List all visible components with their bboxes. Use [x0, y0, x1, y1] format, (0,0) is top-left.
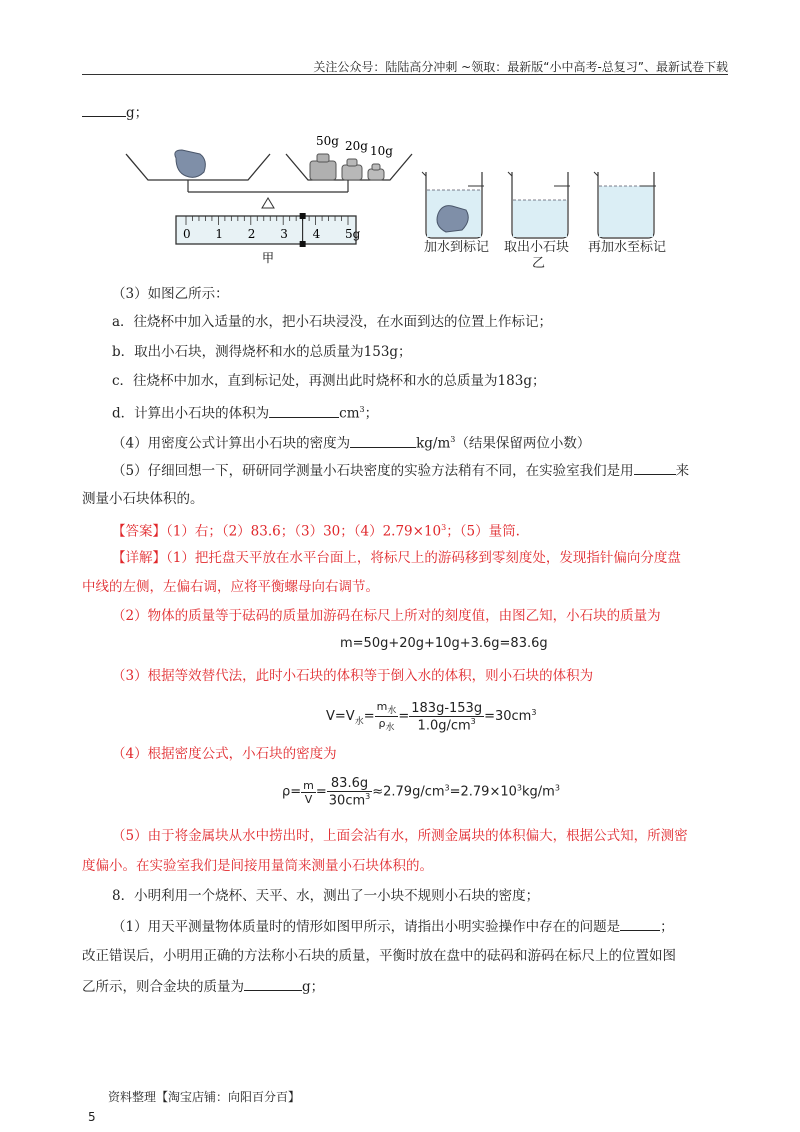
caption-yi: 乙	[532, 256, 546, 271]
q8-s1-line1: （1）用天平测量物体质量时的情形如图甲所示，请指出小明实验操作中存在的问题是 ；	[112, 916, 752, 937]
equation-volume: $V=V_水=$ $\frac{m_水}{\rho_水}$ = $\frac{183g-153g}{1.0g/cm^3}$ $=30cm^3$	[326, 700, 537, 734]
tick-label: 0	[183, 227, 191, 241]
explain-p5-line2: 度偏小。在实验室我们是间接用量筒来测量小石块体积的。	[82, 858, 433, 874]
tick-label: 1	[215, 227, 224, 241]
weight-10g-icon	[368, 164, 384, 180]
weight-label-20g: 20g	[345, 139, 368, 153]
q3-step-d: d．计算出小石块的体积为 $cm^3$；	[112, 400, 752, 424]
answer-blank	[269, 403, 339, 418]
explain-p5-line1: （5）由于将金属块从水中捞出时，上面会沾有水，所测金属块的体积偏大，根据公式知，所测密	[112, 828, 688, 844]
answer-label: 【答案】	[112, 523, 166, 540]
tick-label: 2	[247, 227, 256, 241]
prev-question-tail	[82, 102, 722, 123]
beaker-3	[594, 172, 656, 238]
q8-s1-line3: 乙所示，则合金块的质量为 g；	[82, 976, 722, 997]
equation-density: ρ= $\frac{m}{V}$ = $\frac{83.6g}{30cm^3}$ $\approx 2.79g/cm^3=2.79\times 10^3kg/m^3$	[282, 776, 560, 809]
q4-text: （4）用密度公式计算出小石块的密度为 $kg/m^3$（结果保留两位小数）	[112, 430, 752, 454]
weight-label-50g: 50g	[316, 134, 339, 148]
beaker-caption-3: 再加水至标记	[588, 240, 667, 255]
equation-mass: m=50g+20g+10g+3.6g=83.6g	[340, 636, 548, 651]
explain-label: 【详解】	[112, 550, 166, 566]
q5-line-1: （5）仔细回想一下，研研同学测量小石块密度的实验方法稍有不同，在实验室我们是用 来	[112, 460, 752, 481]
pivot-icon	[262, 198, 274, 208]
stone-icon	[175, 150, 205, 177]
beaker-2	[508, 172, 570, 238]
explain-p1-line1: 【详解】（1）把托盘天平放在水平台面上，将标尺上的游码移到零刻度处，发现指针偏向分度盘	[112, 550, 681, 566]
answer-line: 【答案】（1）右；（2）83.6；（3）30；$(4)2.79\times 10^3$；（5）量筒.	[112, 523, 520, 540]
stone-icon	[437, 206, 468, 232]
answer-blank	[244, 976, 302, 991]
explain-p2: （2）物体的质量等于砝码的质量加游码在标尺上所对的刻度值，由图乙知，小石块的质量为	[112, 608, 661, 624]
q3-intro: （3）如图乙所示：	[112, 286, 229, 302]
q3-step-c: c．往烧杯中加水，直到标记处，再测出此时烧杯和水的总质量为183g；	[112, 373, 546, 389]
answer-blank	[620, 916, 660, 931]
scale-ruler	[176, 216, 356, 244]
beaker-caption-1: 加水到标记	[424, 240, 490, 255]
answer-blank	[82, 102, 126, 117]
q8-title: 8．小明利用一个烧杯、天平、水，测出了一小块不规则小石块的密度；	[112, 888, 540, 904]
tick-label: 5g	[345, 227, 361, 241]
weight-label-10g: 10g	[370, 144, 393, 158]
answer-blank	[350, 433, 416, 448]
q3-step-a: a．往烧杯中加入适量的水，把小石块浸没，在水面到达的位置上作标记；	[112, 314, 553, 330]
q5-line-2: 测量小石块体积的。	[82, 491, 204, 507]
explain-p3: （3）根据等效替代法，此时小石块的体积等于倒入水的体积，则小石块的体积为	[112, 668, 594, 684]
weight-50g-icon	[310, 154, 336, 180]
q8-s1-line2: 改正错误后，小明用正确的方法称小石块的质量，平衡时放在盘中的砝码和游码在标尺上的位置如图	[82, 948, 676, 964]
q3-step-b: b．取出小石块，测得烧杯和水的总质量为153g；	[112, 344, 412, 360]
footer-text: 资料整理【淘宝店铺：向阳百分百】	[108, 1090, 301, 1104]
beaker-caption-2: 取出小石块	[504, 240, 570, 255]
unit-text: g；	[126, 105, 149, 121]
explain-p4: （4）根据密度公式，小石块的密度为	[112, 746, 337, 762]
caption-jia: 甲	[262, 251, 275, 265]
tick-label: 3	[280, 227, 288, 241]
weight-20g-icon	[342, 159, 362, 180]
page-header: 关注公众号：陆陆高分冲刺 ~领取：最新版“小中高考-总复习”、最新试卷下载	[313, 60, 728, 74]
tick-label: 4	[312, 227, 321, 241]
header-rule	[82, 74, 728, 75]
explain-p1-line2: 中线的左侧，左偏右调，应将平衡螺母向右调节。	[82, 579, 379, 595]
answer-blank	[634, 460, 676, 475]
page-number: 5	[88, 1110, 96, 1124]
beaker-1	[422, 172, 484, 238]
